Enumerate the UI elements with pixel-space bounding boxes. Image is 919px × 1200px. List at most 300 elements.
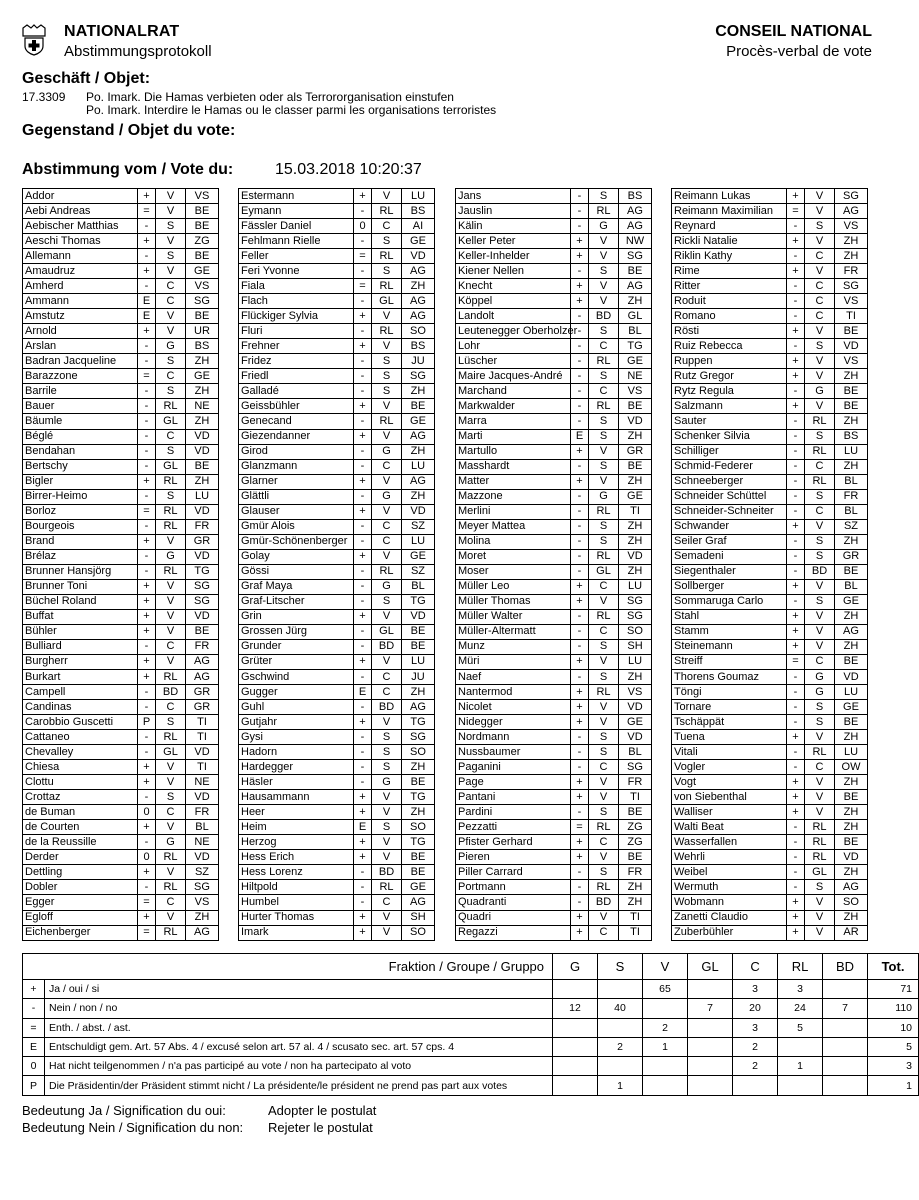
canton: ZH <box>835 805 868 820</box>
member-name: de la Reussille <box>23 835 138 850</box>
canton: TG <box>402 594 435 609</box>
member-name: Keller Peter <box>456 234 571 249</box>
vote-value: - <box>354 234 372 249</box>
member-name: Keller-Inhelder <box>456 249 571 264</box>
header-left-subtitle: Abstimmungsprotokoll <box>64 43 212 60</box>
vote-value: - <box>787 700 805 715</box>
vote-row <box>672 925 868 940</box>
summary-value: 2 <box>598 1037 643 1056</box>
party: V <box>805 234 835 249</box>
header-left-title: NATIONALRAT <box>64 23 180 40</box>
vote-row <box>672 639 868 654</box>
member-name: Arnold <box>23 324 138 339</box>
vote-row <box>672 264 868 279</box>
vote-row <box>456 850 652 865</box>
party: V <box>805 399 835 414</box>
summary-value: 2 <box>643 1018 688 1037</box>
party: V <box>589 294 619 309</box>
canton: ZH <box>835 910 868 925</box>
party: V <box>372 910 402 925</box>
vote-row <box>672 564 868 579</box>
canton: ZH <box>835 730 868 745</box>
vote-value: - <box>787 880 805 895</box>
canton: AG <box>186 925 219 940</box>
vote-row <box>456 204 652 219</box>
vote-value: - <box>138 429 156 444</box>
vote-row <box>672 685 868 700</box>
party: C <box>805 459 835 474</box>
member-name: Golay <box>239 549 354 564</box>
canton: VS <box>186 279 219 294</box>
vote-row <box>23 234 219 249</box>
member-name: Marchand <box>456 384 571 399</box>
vote-value: + <box>571 444 589 459</box>
footer-nein-label: Bedeutung Nein / Signification du non: <box>22 1120 244 1135</box>
member-name: Ruiz Rebecca <box>672 339 787 354</box>
vote-row <box>23 339 219 354</box>
canton: FR <box>186 519 219 534</box>
member-name: Friedl <box>239 369 354 384</box>
vote-value: = <box>354 249 372 264</box>
vote-value: + <box>571 594 589 609</box>
member-name: Hess Erich <box>239 850 354 865</box>
vote-row <box>672 429 868 444</box>
member-name: Borloz <box>23 504 138 519</box>
party: V <box>805 895 835 910</box>
summary-value: 1 <box>598 1076 643 1095</box>
party: S <box>805 339 835 354</box>
vote-row <box>456 459 652 474</box>
canton: AG <box>402 294 435 309</box>
vote-row <box>672 745 868 760</box>
vote-row <box>23 654 219 669</box>
party: C <box>156 369 186 384</box>
party: S <box>805 219 835 234</box>
geschaeft-number: 17.3309 <box>22 90 66 104</box>
vote-row <box>456 309 652 324</box>
member-name: Gutjahr <box>239 715 354 730</box>
member-name: Arslan <box>23 339 138 354</box>
member-name: Schenker Silvia <box>672 429 787 444</box>
party: C <box>589 624 619 639</box>
party: GL <box>156 414 186 429</box>
vote-row <box>23 910 219 925</box>
vote-value: - <box>354 880 372 895</box>
canton: VD <box>186 444 219 459</box>
summary-column-header: BD <box>823 954 868 980</box>
canton: BE <box>835 715 868 730</box>
vote-value: 0 <box>354 219 372 234</box>
vote-row <box>239 519 435 534</box>
party: C <box>156 279 186 294</box>
party: V <box>156 865 186 880</box>
summary-value: 65 <box>643 980 688 999</box>
summary-value: 40 <box>598 999 643 1018</box>
summary-value: 20 <box>733 999 778 1018</box>
member-name: Salzmann <box>672 399 787 414</box>
party: GL <box>805 865 835 880</box>
member-name: Bühler <box>23 624 138 639</box>
vote-row <box>672 715 868 730</box>
vote-row <box>23 760 219 775</box>
party: V <box>156 910 186 925</box>
vote-value: + <box>138 189 156 204</box>
vote-value: - <box>138 339 156 354</box>
member-name: Flückiger Sylvia <box>239 309 354 324</box>
member-name: Clottu <box>23 775 138 790</box>
member-name: Quadranti <box>456 895 571 910</box>
canton: TG <box>402 715 435 730</box>
vote-row <box>672 384 868 399</box>
gegenstand-heading: Gegenstand / Objet du vote: <box>22 122 236 139</box>
party: S <box>372 354 402 369</box>
vote-row <box>239 489 435 504</box>
party: S <box>156 219 186 234</box>
party: V <box>156 775 186 790</box>
abstimmung-datetime: 15.03.2018 10:20:37 <box>275 161 422 178</box>
party: G <box>589 489 619 504</box>
vote-value: - <box>787 429 805 444</box>
party: V <box>805 369 835 384</box>
canton: BS <box>619 189 652 204</box>
vote-row <box>456 579 652 594</box>
party: G <box>156 835 186 850</box>
summary-value <box>553 1018 598 1037</box>
vote-value: + <box>354 715 372 730</box>
party: V <box>805 204 835 219</box>
summary-value: 71 <box>868 980 919 999</box>
vote-value: + <box>787 790 805 805</box>
member-name: Brélaz <box>23 549 138 564</box>
member-name: Sauter <box>672 414 787 429</box>
vote-value: - <box>787 384 805 399</box>
canton: OW <box>835 760 868 775</box>
vote-row <box>239 309 435 324</box>
canton: SH <box>619 639 652 654</box>
vote-row <box>456 249 652 264</box>
canton: SO <box>402 820 435 835</box>
summary-value <box>688 1037 733 1056</box>
vote-value: - <box>138 790 156 805</box>
canton: ZH <box>402 685 435 700</box>
member-name: Eichenberger <box>23 925 138 940</box>
vote-value: - <box>354 624 372 639</box>
summary-row <box>23 999 919 1018</box>
vote-row <box>23 474 219 489</box>
party: V <box>805 324 835 339</box>
party: RL <box>372 564 402 579</box>
vote-row <box>456 609 652 624</box>
member-name: Graf-Litscher <box>239 594 354 609</box>
vote-value: - <box>571 624 589 639</box>
canton: BE <box>402 775 435 790</box>
vote-value: - <box>571 564 589 579</box>
party: RL <box>156 730 186 745</box>
member-name: Müller Walter <box>456 609 571 624</box>
vote-row <box>239 249 435 264</box>
vote-value: - <box>787 459 805 474</box>
member-name: Vitali <box>672 745 787 760</box>
member-name: Chevalley <box>23 745 138 760</box>
vote-row <box>456 805 652 820</box>
vote-value: + <box>571 249 589 264</box>
member-name: Flach <box>239 294 354 309</box>
vote-row <box>239 294 435 309</box>
party: V <box>156 324 186 339</box>
party: V <box>156 820 186 835</box>
vote-value: + <box>787 354 805 369</box>
party: V <box>156 760 186 775</box>
vote-row <box>672 895 868 910</box>
canton: VD <box>835 670 868 685</box>
vote-value: - <box>571 730 589 745</box>
canton: GE <box>619 354 652 369</box>
canton: VD <box>186 850 219 865</box>
member-name: Feller <box>239 249 354 264</box>
member-name: Schneider Schüttel <box>672 489 787 504</box>
vote-value: - <box>571 534 589 549</box>
vote-value: - <box>787 685 805 700</box>
vote-row <box>672 910 868 925</box>
canton: ZH <box>402 760 435 775</box>
party: C <box>372 519 402 534</box>
canton: BS <box>835 429 868 444</box>
vote-row <box>456 624 652 639</box>
vote-value: - <box>787 745 805 760</box>
member-name: Feri Yvonne <box>239 264 354 279</box>
member-name: Müri <box>456 654 571 669</box>
member-name: Vogt <box>672 775 787 790</box>
vote-value: + <box>571 910 589 925</box>
vote-value: - <box>571 880 589 895</box>
member-name: Piller Carrard <box>456 865 571 880</box>
vote-value: + <box>138 234 156 249</box>
vote-row <box>672 549 868 564</box>
party: S <box>589 264 619 279</box>
party: G <box>372 444 402 459</box>
canton: AG <box>835 880 868 895</box>
party: RL <box>589 204 619 219</box>
vote-row <box>239 189 435 204</box>
canton: ZH <box>619 895 652 910</box>
party: S <box>156 249 186 264</box>
vote-value: + <box>571 790 589 805</box>
canton: VD <box>835 339 868 354</box>
vote-row <box>456 234 652 249</box>
vote-row <box>456 324 652 339</box>
party: C <box>589 384 619 399</box>
vote-row <box>672 700 868 715</box>
party: RL <box>805 835 835 850</box>
abstimmung-label: Abstimmung vom / Vote du: <box>22 161 234 178</box>
canton: ZH <box>402 444 435 459</box>
canton: ZH <box>186 354 219 369</box>
canton: AG <box>835 624 868 639</box>
vote-value: - <box>571 504 589 519</box>
vote-value: + <box>787 805 805 820</box>
member-name: Gmür Alois <box>239 519 354 534</box>
party: C <box>805 249 835 264</box>
member-name: Glanzmann <box>239 459 354 474</box>
vote-value: - <box>571 519 589 534</box>
member-name: Rime <box>672 264 787 279</box>
canton: SO <box>402 324 435 339</box>
party: C <box>805 760 835 775</box>
member-name: Allemann <box>23 249 138 264</box>
member-name: Burkart <box>23 670 138 685</box>
canton: ZH <box>186 414 219 429</box>
member-name: Brunner Toni <box>23 579 138 594</box>
vote-value: - <box>138 354 156 369</box>
canton: ZH <box>835 865 868 880</box>
canton: ZH <box>835 414 868 429</box>
canton: VS <box>835 219 868 234</box>
canton: VD <box>619 549 652 564</box>
canton: VD <box>186 609 219 624</box>
summary-row <box>23 1057 919 1076</box>
party: S <box>156 384 186 399</box>
canton: BE <box>619 459 652 474</box>
summary-value: 110 <box>868 999 919 1018</box>
vote-value: - <box>571 399 589 414</box>
member-name: Regazzi <box>456 925 571 940</box>
canton: ZH <box>402 489 435 504</box>
member-name: Aebi Andreas <box>23 204 138 219</box>
member-name: Martullo <box>456 444 571 459</box>
vote-value: = <box>787 654 805 669</box>
canton: LU <box>402 459 435 474</box>
vote-row <box>672 369 868 384</box>
vote-value: + <box>354 549 372 564</box>
member-name: Nicolet <box>456 700 571 715</box>
member-name: Dettling <box>23 865 138 880</box>
vote-row <box>672 654 868 669</box>
party: C <box>805 279 835 294</box>
header-right <box>715 23 872 60</box>
vote-value: - <box>138 639 156 654</box>
canton: BE <box>186 249 219 264</box>
member-name: Fiala <box>239 279 354 294</box>
summary-value: 1 <box>643 1037 688 1056</box>
canton: JU <box>402 670 435 685</box>
vote-value: - <box>138 835 156 850</box>
vote-row <box>23 444 219 459</box>
party: S <box>589 519 619 534</box>
summary-value <box>688 1057 733 1076</box>
summary-value: 24 <box>778 999 823 1018</box>
party: V <box>805 790 835 805</box>
member-name: Bulliard <box>23 639 138 654</box>
vote-value: + <box>787 579 805 594</box>
party: RL <box>156 519 186 534</box>
member-name: Nidegger <box>456 715 571 730</box>
canton: TI <box>186 760 219 775</box>
party: V <box>805 609 835 624</box>
vote-value: + <box>571 700 589 715</box>
member-name: Rytz Regula <box>672 384 787 399</box>
party: S <box>805 549 835 564</box>
footer-ja-label: Bedeutung Ja / Signification du oui: <box>22 1103 226 1118</box>
canton: BL <box>186 820 219 835</box>
vote-row <box>456 504 652 519</box>
vote-row <box>23 564 219 579</box>
party: RL <box>589 354 619 369</box>
vote-row <box>239 880 435 895</box>
party: S <box>372 760 402 775</box>
canton: VD <box>835 850 868 865</box>
canton: VD <box>402 249 435 264</box>
canton: VD <box>402 609 435 624</box>
vote-row <box>23 489 219 504</box>
vote-value: - <box>138 745 156 760</box>
canton: GE <box>402 234 435 249</box>
vote-value: = <box>354 279 372 294</box>
canton: ZH <box>619 474 652 489</box>
vote-row <box>672 760 868 775</box>
vote-row <box>672 249 868 264</box>
member-name: Lohr <box>456 339 571 354</box>
canton: SG <box>186 594 219 609</box>
vote-value: + <box>571 715 589 730</box>
vote-row <box>23 249 219 264</box>
canton: FR <box>835 489 868 504</box>
vote-value: + <box>354 850 372 865</box>
member-name: Amherd <box>23 279 138 294</box>
member-name: Sollberger <box>672 579 787 594</box>
vote-value: - <box>571 309 589 324</box>
vote-row <box>672 534 868 549</box>
party: S <box>589 805 619 820</box>
vote-value: - <box>138 700 156 715</box>
canton: BE <box>619 399 652 414</box>
vote-value: + <box>787 609 805 624</box>
vote-value: = <box>138 895 156 910</box>
vote-row <box>239 910 435 925</box>
vote-value: + <box>787 324 805 339</box>
vote-value: P <box>138 715 156 730</box>
member-name: Wasserfallen <box>672 835 787 850</box>
vote-value: - <box>138 685 156 700</box>
vote-value: - <box>787 294 805 309</box>
vote-value: + <box>138 324 156 339</box>
party: V <box>589 790 619 805</box>
party: C <box>372 685 402 700</box>
summary-table <box>22 953 919 1096</box>
vote-row <box>456 745 652 760</box>
vote-value: = <box>787 204 805 219</box>
summary-column-header: Tot. <box>868 954 919 980</box>
vote-value: + <box>571 850 589 865</box>
vote-row <box>239 579 435 594</box>
parliament-logo-icon <box>21 24 47 56</box>
vote-value: - <box>787 760 805 775</box>
member-name: Hadorn <box>239 745 354 760</box>
footer-ja-value: Adopter le postulat <box>268 1103 377 1118</box>
member-name: Thorens Goumaz <box>672 670 787 685</box>
vote-row <box>456 474 652 489</box>
member-name: Aebischer Matthias <box>23 219 138 234</box>
vote-value: + <box>138 820 156 835</box>
vote-row <box>456 339 652 354</box>
vote-row <box>239 219 435 234</box>
summary-symbol: = <box>23 1018 45 1037</box>
summary-column-header: RL <box>778 954 823 980</box>
party: GL <box>156 459 186 474</box>
vote-row <box>239 279 435 294</box>
member-name: Büchel Roland <box>23 594 138 609</box>
party: RL <box>589 399 619 414</box>
vote-value: - <box>571 609 589 624</box>
